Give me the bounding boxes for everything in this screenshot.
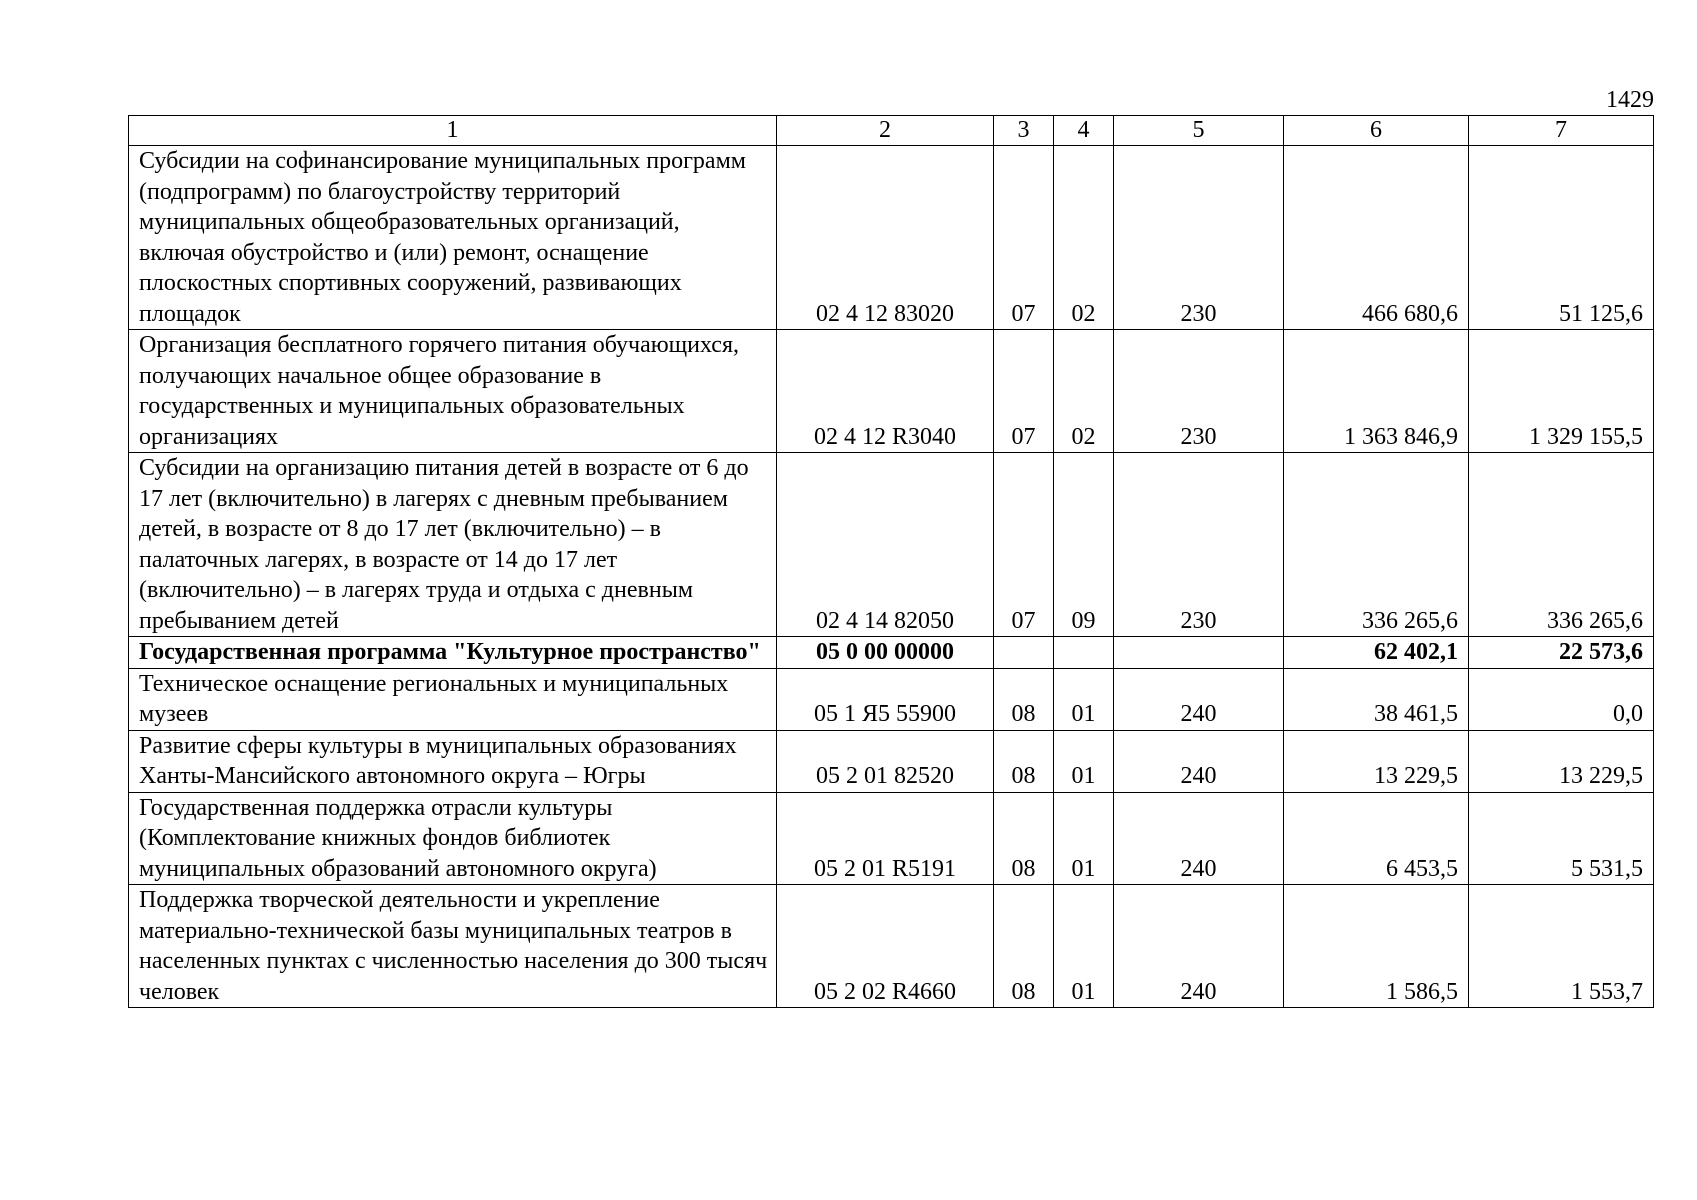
row-expense-type: 230 (1114, 146, 1284, 330)
row-sum-1: 1 363 846,9 (1284, 330, 1469, 453)
column-header-2: 2 (777, 116, 994, 146)
row-sum-2: 1 553,7 (1469, 885, 1654, 1008)
row-code: 05 2 01 82520 (777, 730, 994, 792)
row-name: Организация бесплатного горячего питания обучающихся, получающих начальное общее образование в государственных и муниципальных образовательных организациях (129, 330, 777, 453)
row-sum-2: 336 265,6 (1469, 453, 1654, 637)
row-expense-type: 230 (1114, 330, 1284, 453)
table-row (129, 668, 1654, 730)
row-section: 08 (994, 792, 1054, 885)
page-number: 1429 (1606, 87, 1654, 113)
column-header-3: 3 (994, 116, 1054, 146)
row-subsection: 01 (1054, 792, 1114, 885)
table-row (129, 792, 1654, 885)
row-code: 05 2 02 R4660 (777, 885, 994, 1008)
row-section: 08 (994, 885, 1054, 1008)
row-sum-2: 51 125,6 (1469, 146, 1654, 330)
row-subsection: 02 (1054, 146, 1114, 330)
row-sum-1: 466 680,6 (1284, 146, 1469, 330)
row-subsection: 01 (1054, 730, 1114, 792)
row-subsection: 09 (1054, 453, 1114, 637)
row-section: 07 (994, 330, 1054, 453)
row-sum-1: 336 265,6 (1284, 453, 1469, 637)
table-row (129, 330, 1654, 453)
row-sum-2: 1 329 155,5 (1469, 330, 1654, 453)
row-name: Государственная программа "Культурное пространство" (129, 637, 777, 669)
row-name: Государственная поддержка отрасли культуры (Комплектование книжных фондов библиотек муниципальных образований автономного округа) (129, 792, 777, 885)
row-sum-2: 22 573,6 (1469, 637, 1654, 669)
column-header-1: 1 (129, 116, 777, 146)
table-row (129, 453, 1654, 637)
row-code: 05 1 Я5 55900 (777, 668, 994, 730)
row-code: 02 4 14 82050 (777, 453, 994, 637)
row-sum-2: 5 531,5 (1469, 792, 1654, 885)
header-row (129, 116, 1654, 146)
row-name: Субсидии на организацию питания детей в возрасте от 6 до 17 лет (включительно) в лагерях с дневным пребыванием детей, в возрасте от 8 до 17 лет (включительно) – в палаточных лагерях, в возрасте от 14 до 17 лет (включительно) – в лагерях труда и отдыха с дневным пребыванием детей (129, 453, 777, 637)
row-code: 05 2 01 R5191 (777, 792, 994, 885)
row-code: 05 0 00 00000 (777, 637, 994, 669)
row-expense-type: 240 (1114, 885, 1284, 1008)
row-name: Техническое оснащение региональных и муниципальных музеев (129, 668, 777, 730)
row-sum-1: 13 229,5 (1284, 730, 1469, 792)
row-name: Поддержка творческой деятельности и укрепление материально-технической базы муниципальных театров в населенных пунктах с численностью населения до 300 тысяч человек (129, 885, 777, 1008)
row-expense-type: 240 (1114, 668, 1284, 730)
row-section: 07 (994, 146, 1054, 330)
row-expense-type: 240 (1114, 792, 1284, 885)
table-row (129, 885, 1654, 1008)
row-expense-type (1114, 637, 1284, 669)
row-sum-2: 0,0 (1469, 668, 1654, 730)
row-sum-1: 62 402,1 (1284, 637, 1469, 669)
column-header-5: 5 (1114, 116, 1284, 146)
row-section: 08 (994, 730, 1054, 792)
row-code: 02 4 12 R3040 (777, 330, 994, 453)
row-subsection: 02 (1054, 330, 1114, 453)
row-name: Развитие сферы культуры в муниципальных образованиях Ханты-Мансийского автономного округа – Югры (129, 730, 777, 792)
row-expense-type: 230 (1114, 453, 1284, 637)
row-sum-1: 38 461,5 (1284, 668, 1469, 730)
row-sum-1: 1 586,5 (1284, 885, 1469, 1008)
row-code: 02 4 12 83020 (777, 146, 994, 330)
row-sum-1: 6 453,5 (1284, 792, 1469, 885)
row-subsection: 01 (1054, 668, 1114, 730)
row-subsection: 01 (1054, 885, 1114, 1008)
row-section: 07 (994, 453, 1054, 637)
column-header-4: 4 (1054, 116, 1114, 146)
row-subsection (1054, 637, 1114, 669)
program-header-row (129, 637, 1654, 669)
table-row (129, 146, 1654, 330)
row-sum-2: 13 229,5 (1469, 730, 1654, 792)
row-section (994, 637, 1054, 669)
column-header-7: 7 (1469, 116, 1654, 146)
budget-table (128, 115, 1654, 1008)
column-header-6: 6 (1284, 116, 1469, 146)
row-expense-type: 240 (1114, 730, 1284, 792)
row-name: Субсидии на софинансирование муниципальных программ (подпрограмм) по благоустройству территорий муниципальных общеобразовательных организаций, включая обустройство и (или) ремонт, оснащение плоскостных спортивных сооружений, развивающих площадок (129, 146, 777, 330)
table-row (129, 730, 1654, 792)
row-section: 08 (994, 668, 1054, 730)
